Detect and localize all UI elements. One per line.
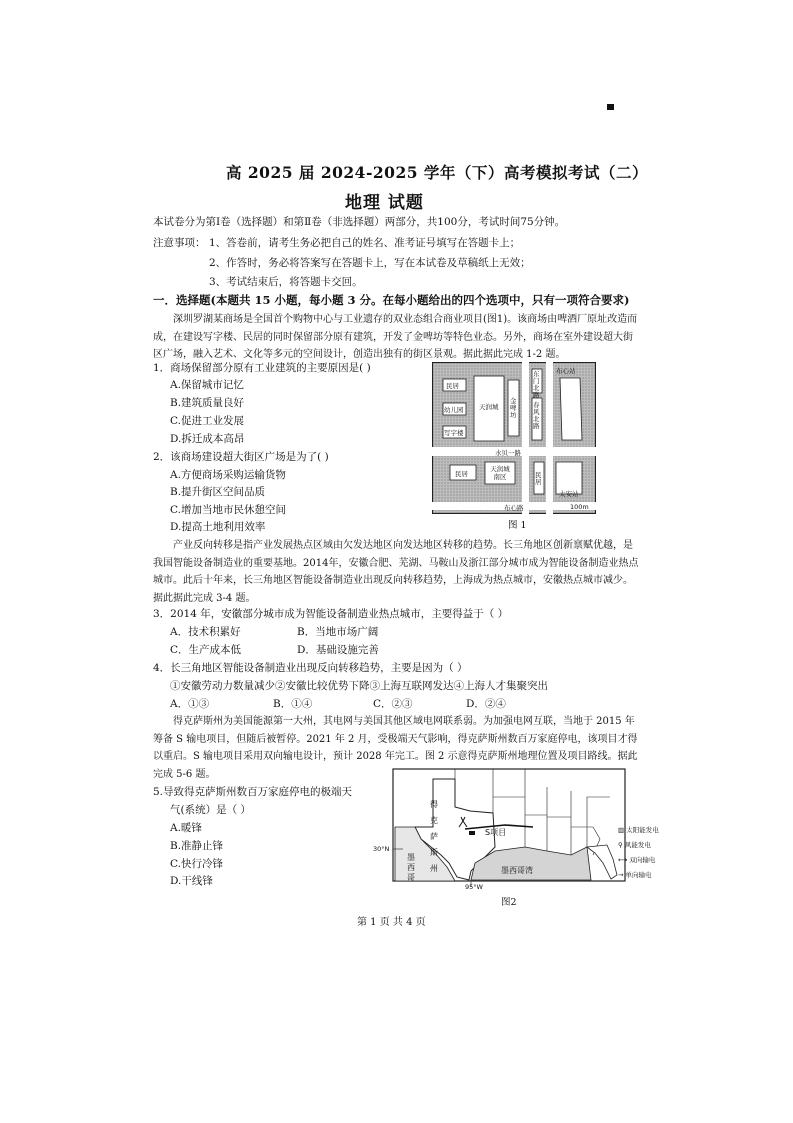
passage-1: 深圳罗湖某商场是全国首个购物中心与工业遗存的双业态组合商业项目(图1)。该商场由啤酒厂原址改造而成，在建设写字楼、民居的同时保留部分原有建筑，开发了金啤坊等特色业态。另外，商场在室外建设超大街区广场，融入艺术、文化等多元的空间设计，创造出独有的街区景观。据此据此完成 1-2 题。 [153,314,638,360]
figure-1-caption: 图 1 [508,520,527,531]
fig2-label-gulf: 墨西哥湾 [501,866,533,875]
q4-stem: 4．长三角地区智能设备制造业出现反向转移趋势，主要是因为（ ） [153,662,468,674]
legend-two-way [618,855,678,870]
q5-stem-line-2: 气(系统）是（ ） [170,804,251,816]
note-3: 3、考试结束后，将答题卡交回。 [209,276,363,288]
fig1-label-metro-top: 布心站 [556,367,576,375]
passage-2: 产业反向转移是指产业发展热点区域由欠发达地区向发达地区转移的趋势。长三角地区创新禀赋优越，是我国智能设备制造业的重要基地。2014年，安徽合肥、芜湖、马鞍山及浙江部分城市成为智能设备制造业热点城市。此后十年来，长三角地区智能设备制造业出现反向转移趋势，上海成为热点城市，安徽热点城市减少。据此据此完成 3-4 题。 [153,540,639,604]
legend-one-way [618,870,678,885]
q3-stem: 3．2014 年，安徽部分城市成为智能设备制造业热点城市，主要得益于（ ） [153,608,509,620]
fig1-label-office: 写字楼 [444,429,464,437]
exam-title: 高 2025 届 2024-2025 学年（下）高考模拟考试（二） [226,163,648,182]
exam-subject: 地理 试题 [345,193,424,213]
fig1-label-minju-3: 民居 [535,471,542,486]
fig1-label-minju: 民居 [446,382,459,390]
fig1-label-chunfeng-road: 春风北路 [533,401,540,430]
q2-option-a: A.方便商场采购运输货物 [170,469,286,481]
passage-3: 得克萨斯州为美国能源第一大州，其电网与美国其他区域电网联系弱。为加强电网互联，当地于 2015 年筹备 S 输电项目，但随后被暂停。2021 年 2 月，受极端天气影响，得克萨斯州数百万家庭停电，该项目才得以重启。S 输电项目采用双向输电设计，预计 2028 年完工。图 2 示意得克萨斯州地理位置及项目路线。据此完成 5-6 题。 [153,716,638,780]
two-way-line-icon: ⟷ [618,856,630,864]
figure-2-caption: 图2 [501,897,517,908]
fig1-label-buxin-road: 布心路 [504,504,524,512]
notes-label: 注意事项： [153,237,206,249]
section-heading: 一．选择题(本题共 15 小题，每小题 3 分。在每小题给出的四个选项中，只有一项符合要求) [153,293,630,307]
q3-option-c: C．生产成本低 [170,644,242,656]
note-1: 1、答卷前，请考生务必把自己的姓名、准考证号填写在答题卡上； [209,237,521,249]
q3-option-a: A．技术积累好 [170,626,241,638]
fig2-label-mexico: 墨西哥 [407,853,415,882]
q1-option-a: A.保留城市记忆 [170,379,244,391]
q5-option-c: C.快行冷锋 [170,858,223,870]
fig1-label-dongmen-road: 东门北路 [533,370,540,399]
q1-option-b: B.建筑质量良好 [170,397,245,409]
q4-option-d: D．②④ [466,698,506,710]
fig2-latitude: 30°N [373,845,390,853]
legend-solar-label: 太阳能发电 [626,826,659,834]
corner-mark [607,104,614,110]
intro-line: 本试卷分为第Ⅰ卷（选择题）和第Ⅱ卷（非选择题）两部分，共100分，考试时间75分钟。 [153,216,566,228]
legend-wind-label: 风能发电 [624,841,651,849]
figure-2-legend [618,825,678,885]
figure-1-map [432,362,596,514]
fig1-label-scale: 100m [570,503,589,511]
fig2-label-texas: 得克萨斯州 [430,800,438,873]
q2-option-b: B.提升街区空间品质 [170,486,266,498]
figure-2-map [375,767,640,890]
q4-option-c: C．②③ [373,698,413,710]
fig1-label-shuibei-road: 水贝一路 [495,449,521,457]
q5-option-d: D.干线锋 [170,875,213,887]
q2-stem: 2．该商场建设超大街区广场是为了( ) [153,451,329,463]
legend-two-way-label: 双向输电 [629,856,656,864]
wind-turbine-icon: ⚲ [618,841,625,849]
q5-option-a: A.暖锋 [170,822,202,834]
legend-wind [618,840,678,855]
q1-option-c: C.促进工业发展 [170,415,244,427]
q1-stem: 1．商场保留部分原有工业建筑的主要原因是( ) [153,362,371,374]
one-way-line-icon: → [618,871,626,879]
fig2-longitude: 95°W [465,883,483,891]
note-2: 2、作答时，务必将答案写在答题卡上，写在本试卷及草稿纸上无效； [209,257,531,269]
q2-option-d: D.提高土地利用效率 [170,521,266,533]
fig1-label-taian-station: 太安站 [559,490,579,498]
q3-option-d: D．基础设施完善 [297,644,379,656]
fig2-label-s-project: S项目 [485,828,507,837]
legend-one-way-label: 单向输电 [625,871,652,879]
fig1-label-tianrun: 天润城 [479,403,499,411]
q4-detail: ①安徽劳动力数量减少②安徽比较优势下降③上海互联网发达④上海人才集聚突出 [170,680,548,692]
q1-option-d: D.拆迁成本高昂 [170,433,245,445]
q5-stem-line-1: 5.导致得克萨斯州数百万家庭停电的极端天 [153,786,353,798]
q2-option-c: C.增加当地市民休憩空间 [170,504,286,516]
q3-option-b: B．当地市场广阔 [297,626,379,638]
fig1-label-minju-2: 民居 [455,470,468,478]
q4-option-a: A．①③ [170,698,210,710]
fig1-label-jinpifang: 金啤坊 [510,397,517,419]
page-footer: 第 1 页 共 4 页 [357,917,426,928]
fig1-label-tianrun-south: 天润城 南区 [490,465,510,481]
q5-option-b: B.准静止锋 [170,840,224,852]
fig1-label-kindergarten: 幼儿园 [444,406,464,414]
solar-icon: ▥ [618,826,627,834]
legend-solar [618,825,678,840]
q4-option-b: B．①④ [273,698,313,710]
